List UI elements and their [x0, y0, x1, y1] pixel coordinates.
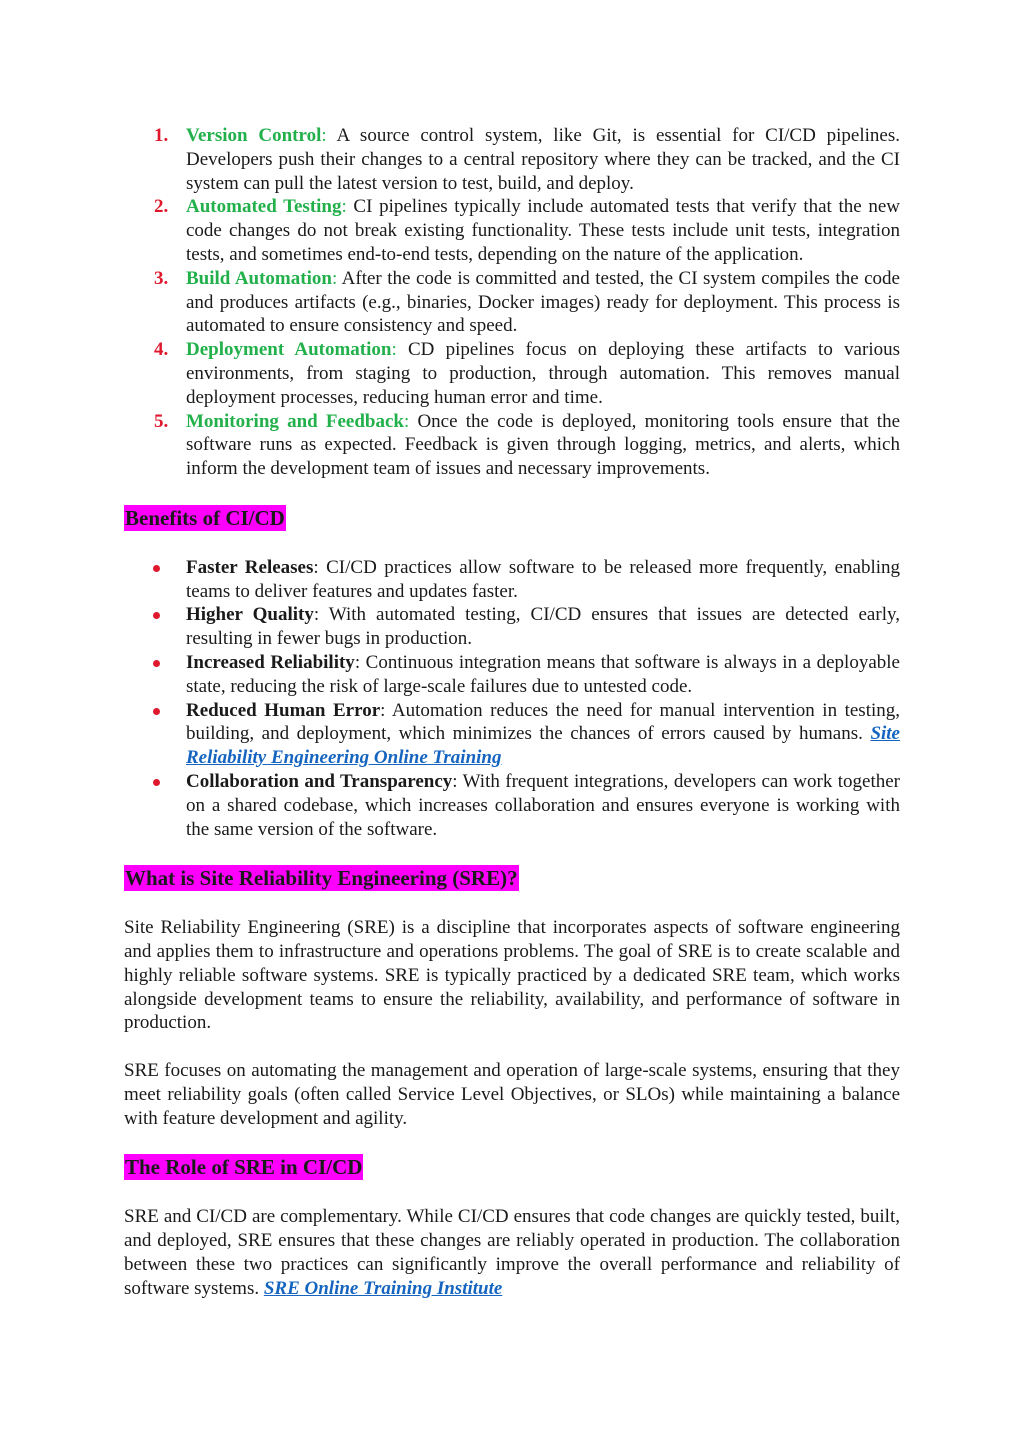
list-item — [124, 603, 900, 651]
benefit-term: Collaboration and Transparency — [186, 770, 453, 792]
benefit-text: : Continuous integration means that software is always in a deployable state, reducing the risk of large-scale failures due to untested code. — [186, 651, 900, 697]
list-number: 1. — [154, 125, 169, 146]
list-number: 3. — [154, 267, 169, 289]
role-heading: The Role of SRE in CI/CD — [125, 1155, 363, 1180]
list-term: Monitoring and Feedback — [186, 410, 404, 432]
list-term: Deployment Automation — [186, 339, 392, 361]
list-item — [124, 556, 900, 604]
list-number: 4. — [154, 339, 169, 361]
benefits-list — [124, 556, 900, 842]
list-number: 5. — [154, 410, 169, 432]
list-text: CD pipelines focus on deploying these artifacts to various environments, from staging to production, through automation. This removes manual deployment processes, reducing human error and time. — [186, 339, 900, 408]
list-text: Once the code is deployed, monitoring tools ensure that the software runs as expected. Feedback is given through logging, metrics, and alerts, which inform the development team of issues and necessary improvements. — [186, 410, 901, 480]
bullet-icon — [153, 708, 160, 715]
list-term: Build Automation — [186, 267, 332, 289]
list-item — [124, 267, 900, 338]
benefit-text: : Automation reduces the need for manual intervention in testing, building, and deployment, which minimizes the chances of errors caused by humans. — [186, 699, 900, 745]
benefit-term: Reduced Human Error — [186, 699, 381, 721]
list-item — [124, 410, 900, 481]
sre-heading: What is Site Reliability Engineering (SRE)? — [125, 866, 518, 891]
term-colon: : — [404, 410, 410, 432]
pipeline-steps-list — [124, 124, 900, 481]
term-colon: : — [331, 267, 338, 289]
term-colon: : — [341, 196, 347, 218]
list-term: Automated Testing — [186, 196, 342, 218]
document-page — [124, 124, 900, 1300]
term-colon: : — [391, 339, 397, 361]
benefits-heading: Benefits of CI/CD — [125, 505, 285, 530]
benefit-term: Higher Quality — [186, 604, 314, 626]
term-colon: : — [321, 125, 327, 146]
list-item — [124, 195, 900, 266]
bullet-icon — [153, 660, 160, 667]
benefit-text: : With frequent integrations, developers can work together on a shared codebase, which increases collaboration and ensures everyone is working with the same version of the software. — [186, 770, 900, 840]
list-text: After the code is committed and tested, the CI system compiles the code and produces artifacts (e.g., binaries, Docker images) ready for deployment. This process is automated to ensure consistency and speed. — [186, 267, 900, 337]
benefit-term: Increased Reliability — [186, 651, 355, 673]
bullet-icon — [153, 779, 160, 786]
sre-institute-link[interactable]: SRE Online Training Institute — [263, 1277, 503, 1299]
list-item — [124, 338, 900, 409]
list-item — [124, 651, 900, 699]
list-item — [124, 770, 900, 841]
list-text: CI pipelines typically include automated tests that verify that the new code changes do not break existing functionality. These tests include unit tests, integration tests, and sometimes end-to-end tests, depending on the nature of the application. — [186, 196, 900, 265]
benefit-term: Faster Releases — [186, 556, 314, 578]
list-item — [124, 124, 900, 195]
role-paragraph — [124, 1205, 900, 1300]
list-item — [124, 699, 900, 770]
sre-paragraph-1: Site Reliability Engineering (SRE) is a discipline that incorporates aspects of software engineering and applies them to infrastructure and operations problems. The goal of SRE is to create scalable and highly reliable software systems. SRE is typically practiced by a dedicated SRE team, which works alongside development teams to ensure the reliability, availability, and performance of software in production. — [124, 917, 900, 1034]
list-number: 2. — [154, 196, 169, 218]
sre-paragraph-2: SRE focuses on automating the management and operation of large-scale systems, ensuring that they meet reliability goals (often called Service Level Objectives, or SLOs) while maintaining a balance with feature development and agility. — [124, 1060, 900, 1129]
sre-training-link[interactable]: Site Reliability Engineering Online Training — [186, 723, 900, 769]
list-term: Version Control — [186, 125, 322, 146]
role-text: SRE and CI/CD are complementary. While CI/CD ensures that code changes are quickly tested, built, and deployed, SRE ensures that these changes are reliably operated in production. The collaboration between these two practices can significantly improve the overall performance and reliability of software systems. — [124, 1206, 900, 1299]
benefit-text: : With automated testing, CI/CD ensures that issues are detected early, resulting in fewer bugs in production. — [186, 604, 900, 650]
bullet-icon — [153, 565, 160, 572]
bullet-icon — [153, 612, 160, 619]
benefit-text: : CI/CD practices allow software to be released more frequently, enabling teams to deliver features and updates faster. — [186, 556, 900, 602]
list-text: A source control system, like Git, is essential for CI/CD pipelines. Developers push their changes to a central repository where they can be tracked, and the CI system can pull the latest version to test, build, and deploy. — [186, 125, 900, 194]
